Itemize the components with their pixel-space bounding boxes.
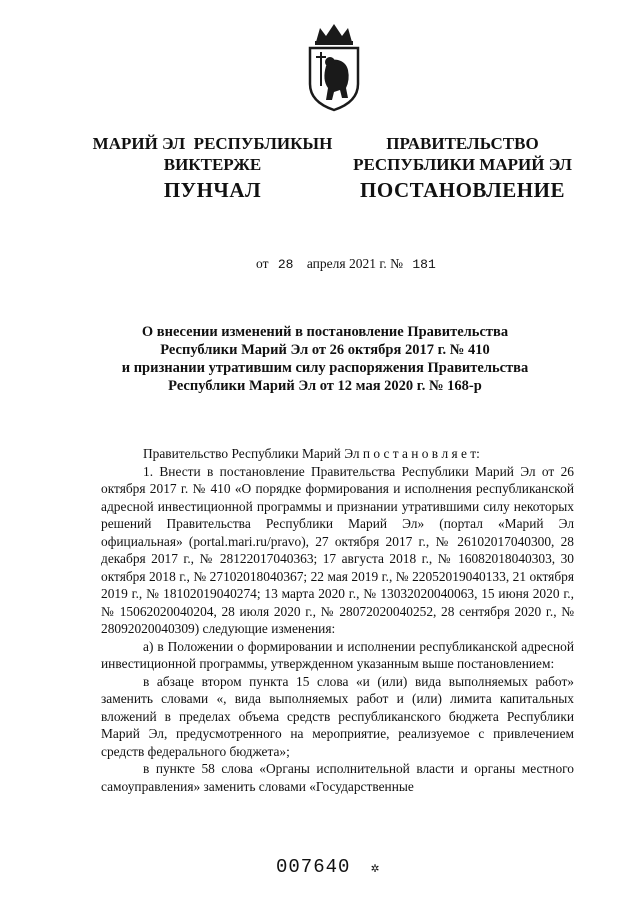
header-right-line2: РЕСПУБЛИКИ МАРИЙ ЭЛ [353, 155, 572, 174]
document-title [100, 323, 550, 395]
coat-of-arms [302, 22, 366, 114]
header-left-line1: МАРИЙ ЭЛ РЕСПУБЛИКЫН [92, 134, 333, 153]
form-serial-number [276, 856, 380, 878]
header-right-line1: ПРАВИТЕЛЬСТВО [386, 134, 539, 153]
document-number: 181 [412, 257, 436, 272]
rosette-icon: ✲ [370, 861, 381, 877]
body-paragraph-58: в пункте 58 слова «Органы исполнительной власти и органы местного самоуправления» заменить словами «Государственные [101, 761, 574, 794]
body-paragraph-abzac: в абзаце втором пункта 15 слова «и (или) вида выполняемых работ» заменить словами «, вида выполняемых работ и (или) лимита капитальных вложений в пределах объема средств республиканского бюджета Республики Марий Эл, предусмотренного на мероприятие, реализуемое с привлечением средств федерального бюджета»; [101, 673, 574, 759]
body-paragraph-1: 1. Внести в постановление Правительства Республики Марий Эл от 26 октября 2017 г. № 410 «О порядке формирования и исполнения республиканской адресной инвестиционной программы и признании утратившими силу некоторых решений Правительства Республики Марий Эл» (портал «Марий Эл официальная» (portal.mari.ru/pravo), 27 октября 2017 г., № 26102017040300, 28 декабря 2017 г., № 28122017040363; 17 августа 2018 г., № 16082018040303, 30 октября 2018 г., № 27102018040367; 22 мая 2019 г., № 22052019040133, 21 октября 2019 г., № 18102019040274; 13 марта 2020 г., № 13032020040063, 15 июня 2020 г., № 15062020040204, 28 июля 2020 г., № 28072020040252, 28 сентября 2020 г., № 28092020040309) следующие изменения: [101, 463, 574, 636]
title-line: и признании утратившим силу распоряжения Правительства [121, 360, 529, 376]
body-paragraph-a: а) в Положении о формировании и исполнении республиканской адресной инвестиционной программы, утвержденном указанным выше постановлением: [101, 638, 574, 671]
header-left-doctype: ПУНЧАЛ [163, 178, 262, 202]
document-body [101, 445, 574, 795]
header-right-doctype: ПОСТАНОВЛЕНИЕ [360, 178, 565, 202]
date-prefix: от [256, 256, 269, 271]
body-paragraph-preamble: Правительство Республики Марий Эл п о с т а н о в л я е т: [143, 446, 480, 461]
date-month-year: апреля 2021 г. № [306, 256, 403, 271]
title-line: Республики Марий Эл от 26 октября 2017 г. № 410 [160, 342, 490, 358]
title-line: Республики Марий Эл от 12 мая 2020 г. № 168-р [168, 378, 482, 394]
header-left-line2: ВИКТЕРЖЕ [163, 155, 262, 174]
date-day: 28 [277, 257, 294, 272]
title-line: О внесении изменений в постановление Правительства [141, 324, 509, 340]
coat-of-arms-icon [302, 22, 366, 114]
date-line [256, 256, 436, 272]
serial-number: 007640 [276, 856, 351, 878]
